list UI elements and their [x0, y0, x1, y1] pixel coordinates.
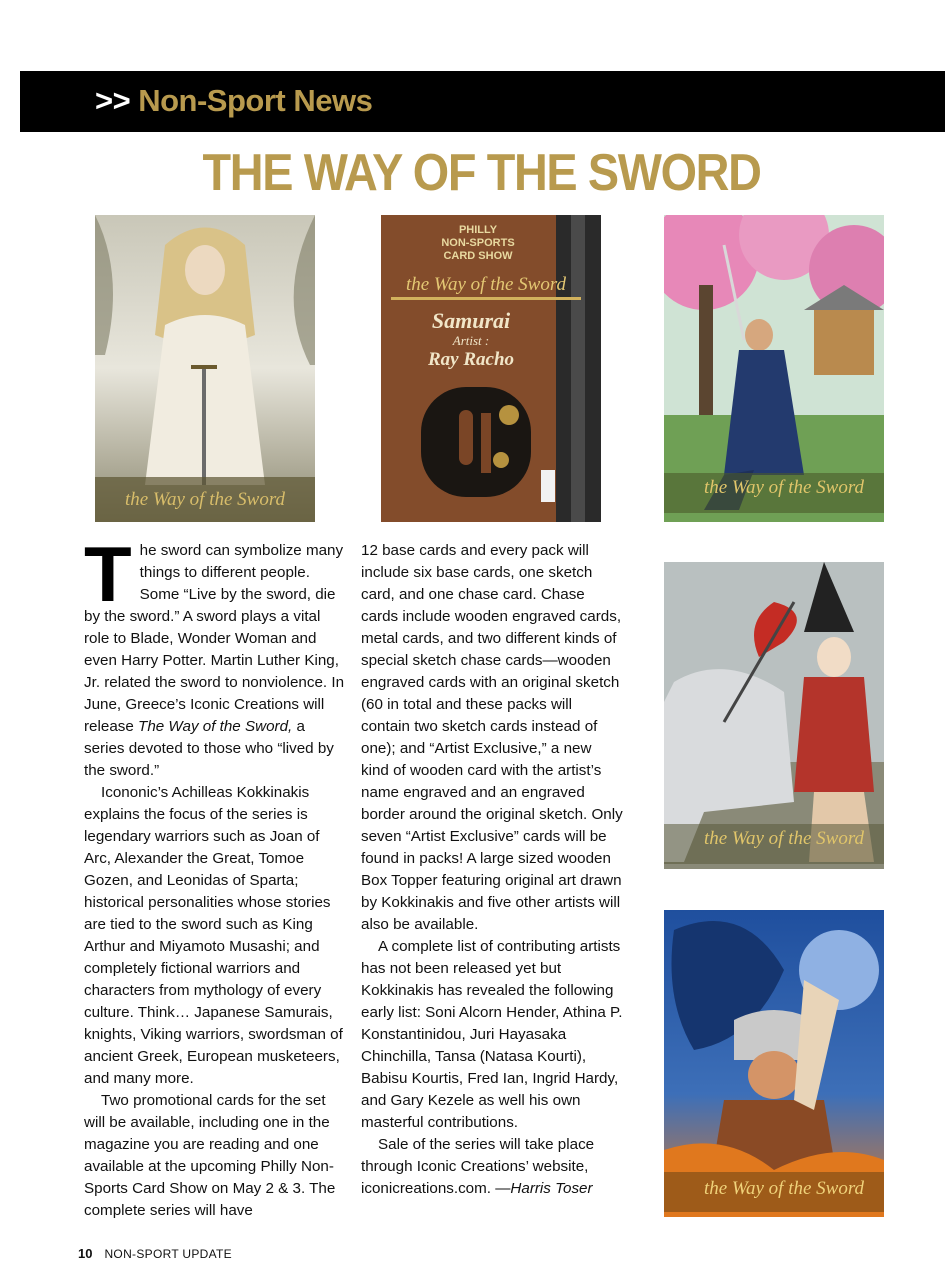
publication-name: NON-SPORT UPDATE [104, 1247, 232, 1261]
page-number: 10 [78, 1246, 93, 1261]
author-byline: Harris Toser [510, 1180, 593, 1197]
card-brand-text: the Way of the Sword [703, 477, 865, 498]
article-paragraph [361, 1134, 623, 1200]
promo-show-line2: NON-SPORTS [441, 237, 515, 249]
section-header-bar [20, 71, 945, 132]
card-image-wolf-warrior [664, 910, 884, 1217]
promo-title: Samurai [431, 308, 511, 333]
article-paragraph: A complete list of contributing artists has not been released yet but Kokkinakis has revealed the following early list: Soni Alcorn Hender, Athina P. Konstantinidou, Juri Hayasaka Chinchilla, Tansa (Natasa Kourti), Babisu Kourtis, Fred Ian, Ingrid Hardy, and Gary Kezele as well his own masterful contributions. [361, 938, 623, 1131]
section-arrows: >> [95, 83, 131, 118]
promo-show-line3: CARD SHOW [443, 250, 513, 262]
drop-cap: T [84, 530, 132, 618]
section-name: Non-Sport News [138, 83, 373, 118]
paragraph-text: a series devoted to those who “lived by the sword.” [84, 718, 334, 779]
promo-artist-label: Artist : [452, 333, 490, 348]
card-brand-text: the Way of the Sword [703, 1178, 865, 1199]
card-image-mounted-warrior [664, 562, 884, 869]
article-headline: THE WAY OF THE SWORD [202, 144, 761, 202]
article-paragraph [84, 530, 346, 782]
promo-show-line1: PHILLY [458, 224, 498, 236]
card-image-promo-samurai [381, 215, 601, 522]
article-paragraph: 12 base cards and every pack will include six base cards, one sketch card, and one chase card. Chase cards include wooden engraved cards, metal cards, and two different kinds of special sketch chase cards—wooden engraved cards with an original sketch (60 in total and these packs will contain two sketch cards instead of one); and “Artist Exclusive,” a new kind of wooden card with the artist’s name engraved and an engraved border around the original sketch. Only seven “Artist Exclusive” cards will be found in packs! A large sized wooden Box Topper featuring original art drawn by Kokkinakis and five other artists will also be available. [361, 542, 623, 933]
card-brand-text: the Way of the Sword [124, 489, 286, 510]
article-column-2 [361, 540, 623, 1200]
article-paragraph: Icononic’s Achilleas Kokkinakis explains the focus of the series is legendary warriors such as Joan of Arc, Alexander the Great, Tomoe Gozen, and Leonidas of Sparta; historical personalities whose stories are tied to the sword such as King Arthur and Miyamoto Musashi; and completely fictional warriors and characters from mythology of every culture. Think… Japanese Samurais, knights, Viking warriors, swordsman of ancient Greek, European musketeers, and many more. [84, 784, 343, 1087]
card-image-maiden [95, 215, 315, 522]
article-column-1 [84, 530, 346, 1222]
page-footer [78, 1246, 232, 1261]
card-brand-text: the Way of the Sword [703, 828, 865, 849]
series-title: The Way of the Sword, [138, 718, 293, 735]
card-image-samurai-blossoms [664, 215, 884, 522]
section-label [95, 83, 372, 119]
promo-artist-name: Ray Racho [427, 349, 515, 370]
paragraph-text: Sale of the series will take place through Iconic Creations’ website, iconicreations.com. — [361, 1136, 595, 1197]
article-paragraph: Two promotional cards for the set will be available, including one in the magazine you are reading and one available at the upcoming Philly Non-Sports Card Show on May 2 & 3. The complete series will have [84, 1092, 336, 1219]
paragraph-text: he sword can symbolize many things to different people. Some “Live by the sword, die by the sword.” A sword plays a vital role to Blade, Wonder Woman and even Harry Potter. Martin Luther King, Jr. related the sword to nonviolence. In June, Greece’s Iconic Creations will release [84, 542, 345, 735]
promo-brand-text: the Way of the Sword [405, 274, 567, 295]
